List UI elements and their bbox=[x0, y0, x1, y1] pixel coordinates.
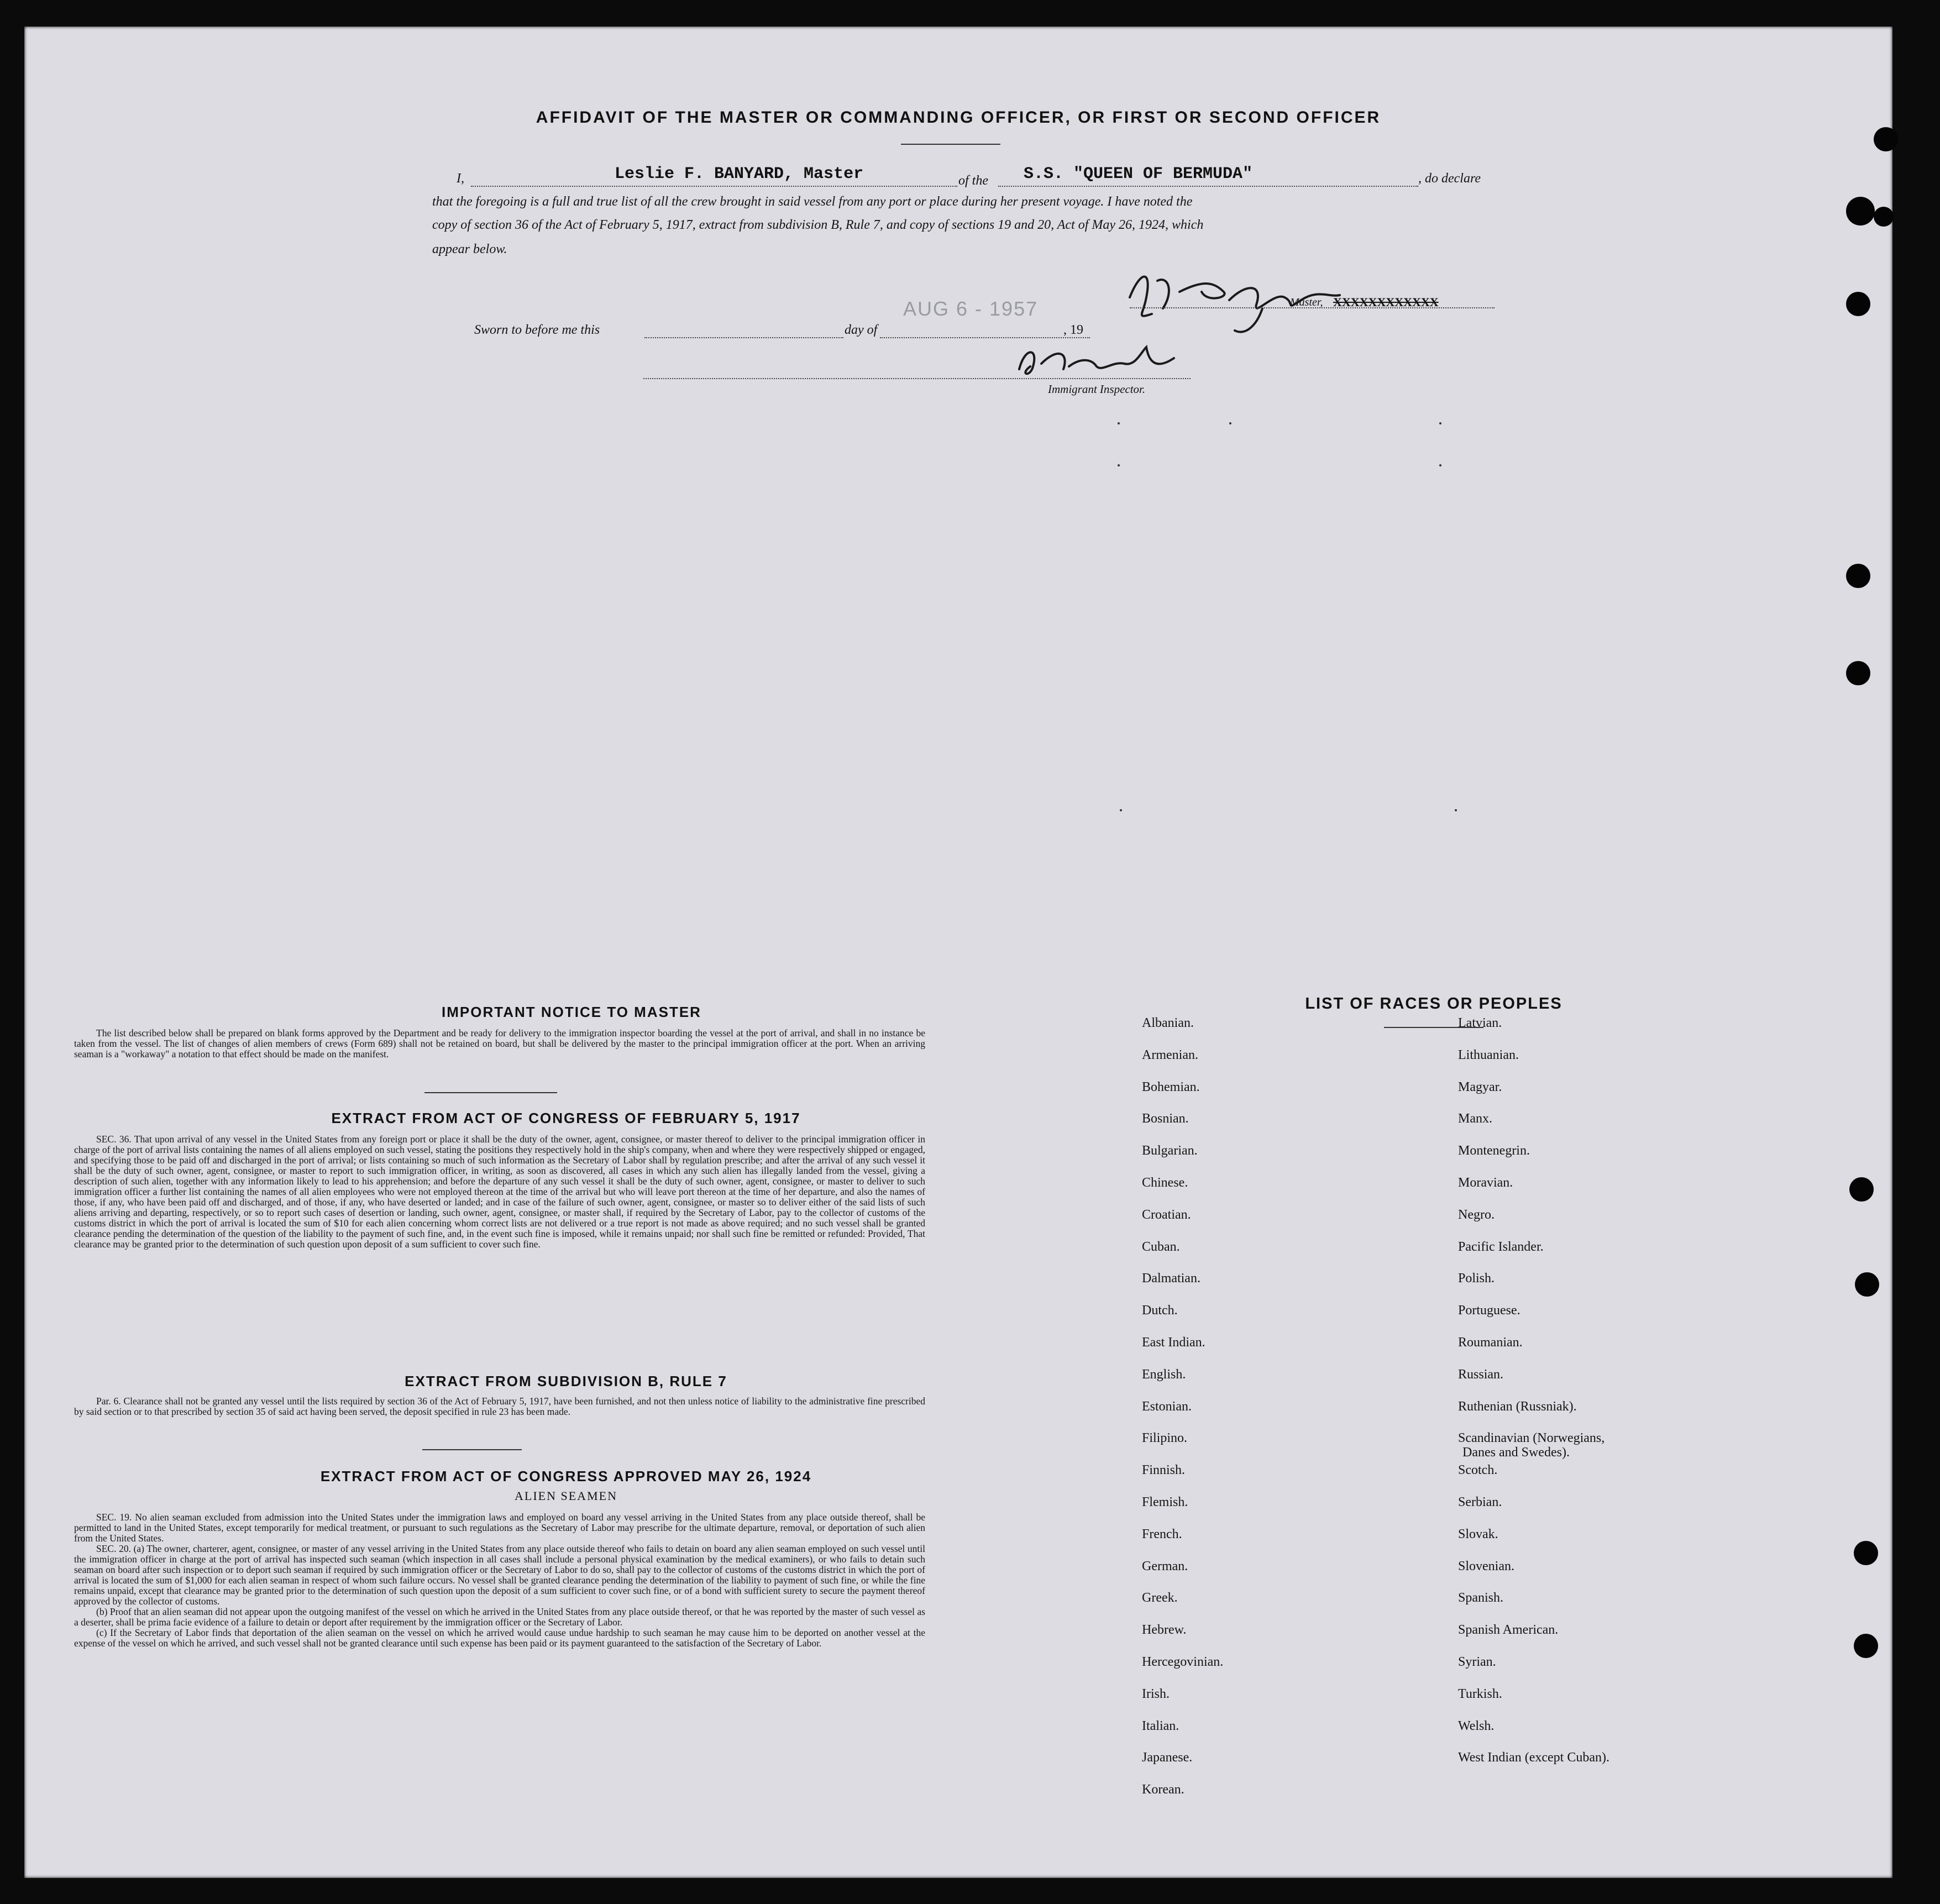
rule-7-text bbox=[74, 1396, 925, 1417]
race-item: Hebrew. bbox=[1142, 1623, 1187, 1638]
race-item: Flemish. bbox=[1142, 1495, 1188, 1509]
race-item: Armenian. bbox=[1142, 1047, 1198, 1062]
race-item: Pacific Islander. bbox=[1458, 1239, 1544, 1254]
race-item: Greek. bbox=[1142, 1591, 1178, 1606]
inspector-line bbox=[643, 378, 1191, 379]
punch-hole bbox=[1846, 292, 1870, 316]
vessel-line bbox=[998, 186, 1418, 187]
race-item: Scandinavian (Norwegians, bbox=[1458, 1431, 1605, 1446]
speck bbox=[1229, 422, 1231, 424]
punch-hole bbox=[1846, 197, 1875, 225]
race-item: Japanese. bbox=[1142, 1750, 1193, 1765]
date-stamp: AUG 6 - 1957 bbox=[903, 297, 1039, 320]
race-item: Filipino. bbox=[1142, 1431, 1188, 1446]
punch-hole bbox=[1854, 1541, 1878, 1565]
sec-20c-paragraph: (c) If the Secretary of Labor finds that deportation of the alien seaman on the vessel on which he arrived would cause undue hardship to such seaman he may cause him to be deported on another vessel at the expense of the vessel on which he arrived, and such vessel shall not be granted clearance until such expense has been paid or its payment guaranteed to the satisfaction of the Secretary of Labor. bbox=[74, 1627, 925, 1649]
document-page bbox=[24, 27, 1892, 1878]
sec-19-paragraph: SEC. 19. No alien seaman excluded from admission into the United States under the immigration laws and employed on board any vessel arriving in the United States from any place outside thereof, shall be permitted to land in the United States, except temporarily for medical treatment, or pursuant to such regulations as the Secretary of Labor may prescribe for the ultimate departure, removal, or deportation of such alien from the United States. bbox=[74, 1512, 925, 1544]
race-item: Danes and Swedes). bbox=[1462, 1445, 1570, 1460]
extract-1917-heading: EXTRACT FROM ACT OF CONGRESS OF FEBRUARY 5, 1917 bbox=[331, 1110, 801, 1126]
year-label: , 19 bbox=[1063, 323, 1083, 337]
race-item: Slovak. bbox=[1458, 1527, 1498, 1541]
race-item: Hercegovinian. bbox=[1142, 1655, 1224, 1669]
race-item: Syrian. bbox=[1458, 1655, 1496, 1669]
punch-hole bbox=[1855, 1272, 1879, 1297]
speck bbox=[1120, 809, 1122, 811]
race-item: Bosnian. bbox=[1142, 1111, 1189, 1126]
race-item: Korean. bbox=[1142, 1782, 1184, 1797]
speck bbox=[1118, 464, 1120, 466]
extract-1924-text bbox=[74, 1512, 925, 1649]
day-of-label: day of bbox=[845, 323, 878, 337]
sec-20a-paragraph: SEC. 20. (a) The owner, charterer, agent, consignee, or master of any vessel arriving in the United States from any place outside thereof who fails to detain on board any alien seaman employed on such vessel until the immigration officer in charge at the port of arrival has inspected such seaman (which inspection in all cases shall include a personal physical examination by the medical examiners), or who fails to detain such seaman on board after such inspection or to deport such seaman if required by such immigration officer or the Secretary of Labor to do so, shall pay to the collector of customs of the customs district in which the port of arrival is located the sum of $1,000 for each alien seaman in respect of whom such failure occurs. No vessel shall be granted clearance pending the determination of the liability to payment of such fine, or while the fine remains unpaid, except that clearance may be granted prior to the determination of such question upon the deposit of a sum sufficient to cover such fine, or of a bond with sufficient surety to secure the payment thereof approved by the collector of customs. bbox=[74, 1543, 925, 1607]
rule-7-divider bbox=[422, 1449, 522, 1450]
rule-7-paragraph: Par. 6. Clearance shall not be granted any vessel until the lists required by section 36 of the Act of February 5, 1917, have been furnished, and not then unless notice of liability to the administrative fine prescribed by said section or to that prescribed by section 35 of said act having been served, the deposit specified in rule 23 has been made. bbox=[74, 1396, 925, 1417]
race-item: Cuban. bbox=[1142, 1239, 1180, 1254]
race-item: Portuguese. bbox=[1458, 1303, 1520, 1318]
punch-hole bbox=[1846, 661, 1870, 685]
master-title-struck: XXXXXXXXXXXX bbox=[1333, 295, 1439, 309]
race-item: Lithuanian. bbox=[1458, 1047, 1519, 1062]
race-item: Russian. bbox=[1458, 1367, 1504, 1382]
i-label: I, bbox=[457, 171, 464, 186]
race-item: English. bbox=[1142, 1367, 1186, 1382]
affidavit-line-4: appear below. bbox=[432, 242, 507, 256]
race-item: Scotch. bbox=[1458, 1463, 1498, 1478]
race-item: Montenegrin. bbox=[1458, 1144, 1530, 1158]
sec-20b-paragraph: (b) Proof that an alien seaman did not appear upon the outgoing manifest of the vessel on which he arrived in the United States from any place outside thereof, or that he was reported by the master of such vessel as a deserter, shall be prima facie evidence of a failure to detain or deport after requirement by the immigration officer or the Secretary of Labor. bbox=[74, 1606, 925, 1628]
notice-heading: IMPORTANT NOTICE TO MASTER bbox=[442, 1004, 701, 1020]
affidavit-line-2: that the foregoing is a full and true list of all the crew brought in said vessel from any port or place during her present voyage. I have noted the bbox=[432, 195, 1193, 209]
race-item: Manx. bbox=[1458, 1111, 1492, 1126]
race-item: Irish. bbox=[1142, 1686, 1170, 1701]
race-item: Croatian. bbox=[1142, 1207, 1191, 1222]
punch-hole bbox=[1854, 1634, 1878, 1658]
master-name: Leslie F. BANYARD, Master bbox=[615, 165, 864, 183]
signature-line bbox=[1130, 307, 1495, 308]
race-item: Dalmatian. bbox=[1142, 1271, 1200, 1286]
race-item: Polish. bbox=[1458, 1271, 1495, 1286]
notice-divider bbox=[424, 1092, 557, 1093]
notice-paragraph: The list described below shall be prepared on blank forms approved by the Department and be ready for delivery to the immigration inspector boarding the vessel at the port of arrival, and shall in no instance be taken from the vessel. The list of changes of alien members of crews (Form 689) shall not be retained on board, but shall be delivered by the master to the principal immigration officer at the port. When an arriving seaman is a "workaway" a notation to that effect should be made on the manifest. bbox=[74, 1027, 925, 1059]
notice-text bbox=[74, 1028, 925, 1059]
race-item: East Indian. bbox=[1142, 1335, 1205, 1350]
speck bbox=[1118, 422, 1120, 424]
race-item: Negro. bbox=[1458, 1207, 1495, 1222]
race-item: Spanish. bbox=[1458, 1591, 1504, 1606]
race-item: Bulgarian. bbox=[1142, 1144, 1198, 1158]
race-item: Italian. bbox=[1142, 1718, 1179, 1733]
race-item: Estonian. bbox=[1142, 1399, 1192, 1414]
punch-hole bbox=[1846, 564, 1870, 588]
extract-1924-heading: EXTRACT FROM ACT OF CONGRESS APPROVED MAY 26, 1924 bbox=[320, 1468, 812, 1485]
punch-hole bbox=[1874, 207, 1894, 227]
races-heading: LIST OF RACES OR PEOPLES bbox=[1305, 995, 1563, 1013]
name-line bbox=[471, 186, 957, 187]
punch-hole bbox=[1849, 1177, 1874, 1202]
rule-7-heading: EXTRACT FROM SUBDIVISION B, RULE 7 bbox=[405, 1373, 727, 1389]
race-item: French. bbox=[1142, 1527, 1182, 1541]
race-item: Chinese. bbox=[1142, 1176, 1188, 1190]
race-item: Dutch. bbox=[1142, 1303, 1178, 1318]
race-item: Welsh. bbox=[1458, 1718, 1495, 1733]
race-item: Roumanian. bbox=[1458, 1335, 1523, 1350]
race-item: Ruthenian (Russniak). bbox=[1458, 1399, 1577, 1414]
race-item: Spanish American. bbox=[1458, 1623, 1559, 1638]
punch-hole bbox=[1874, 127, 1898, 151]
speck bbox=[1455, 809, 1457, 811]
extract-1917-text bbox=[74, 1134, 925, 1250]
sworn-day-line bbox=[644, 337, 843, 338]
extract-1917-paragraph: SEC. 36. That upon arrival of any vessel in the United States from any foreign port or place it shall be the duty of the owner, agent, consignee, or master thereof to deliver to the principal immigration officer in charge of the port of arrival lists containing the names of all aliens employed on such vessel, stating the positions they respectively hold in the ship's company, when and where they were respectively shipped or engaged, and specifying those to be paid off and discharged in the port of arrival; or lists containing so much of such information as the Secretary of Labor shall by regulation prescribe; and after the arrival of any such vessel it shall be the duty of such owner, agent, consignee, or master to report to such immigration officer, in writing, as soon as discovered, all cases in which any such alien has illegally landed from the vessel, giving a description of such alien, together with any information likely to lead to his apprehension; and before the departure of any such vessel it shall be the duty of such owner, agent, consignee, or master to deliver to such immigration officer a further list containing the names of all alien employees who were not employed thereon at the time of the arrival but who will leave port thereon at the time of her departure, and also the names of those, if any, who have been paid off and discharged, and of those, if any, who have deserted or landed; and in case of the failure of such owner, agent, consignee, or master so to deliver either of the said lists of such aliens arriving and departing, respectively, or so to report such cases of desertion or landing, such owner, agent, consignee, or master shall, if required by the Secretary of Labor, pay to the collector of customs of the customs district in which the port of arrival is located the sum of $10 for each alien concerning whom correct lists are not delivered or a true report is not made as above required; and no such vessel shall be granted clearance pending the determination of the question of the liability to the payment of such fine, and, in the event such fine is imposed, while it remains unpaid; nor shall such fine be remitted or refunded: Provided, That clearance may be granted prior to the determination of such question upon deposit of a sum sufficient to cover such fine. bbox=[74, 1134, 925, 1250]
race-item: West Indian (except Cuban). bbox=[1458, 1750, 1609, 1765]
race-item: Turkish. bbox=[1458, 1686, 1502, 1701]
affidavit-heading: AFFIDAVIT OF THE MASTER OR COMMANDING OFFICER, OR FIRST OR SECOND OFFICER bbox=[536, 108, 1381, 127]
inspector-label: Immigrant Inspector. bbox=[1048, 382, 1146, 396]
race-item: Latvian. bbox=[1458, 1016, 1502, 1030]
of-the-label: of the bbox=[958, 174, 988, 188]
race-item: Slovenian. bbox=[1458, 1559, 1514, 1573]
sworn-label: Sworn to before me this bbox=[474, 323, 600, 337]
speck bbox=[1439, 422, 1441, 424]
race-item: Bohemian. bbox=[1142, 1079, 1200, 1094]
master-title-label: Master, bbox=[1290, 296, 1323, 308]
race-item: Finnish. bbox=[1142, 1463, 1186, 1478]
do-declare-label: , do declare bbox=[1418, 171, 1481, 186]
vessel-name: S.S. "QUEEN OF BERMUDA" bbox=[1024, 165, 1253, 183]
race-item: Magyar. bbox=[1458, 1079, 1502, 1094]
race-item: Serbian. bbox=[1458, 1495, 1502, 1509]
heading-divider bbox=[901, 144, 1000, 145]
race-item: Moravian. bbox=[1458, 1176, 1513, 1190]
race-item: German. bbox=[1142, 1559, 1188, 1573]
affidavit-line-3: copy of section 36 of the Act of February 5, 1917, extract from subdivision B, Rule 7, and copy of sections 19 and 20, Act of May 26, 1924, which bbox=[432, 218, 1204, 232]
speck bbox=[1439, 464, 1441, 466]
race-item: Albanian. bbox=[1142, 1016, 1194, 1030]
alien-seamen-subheading: ALIEN SEAMEN bbox=[515, 1489, 617, 1503]
